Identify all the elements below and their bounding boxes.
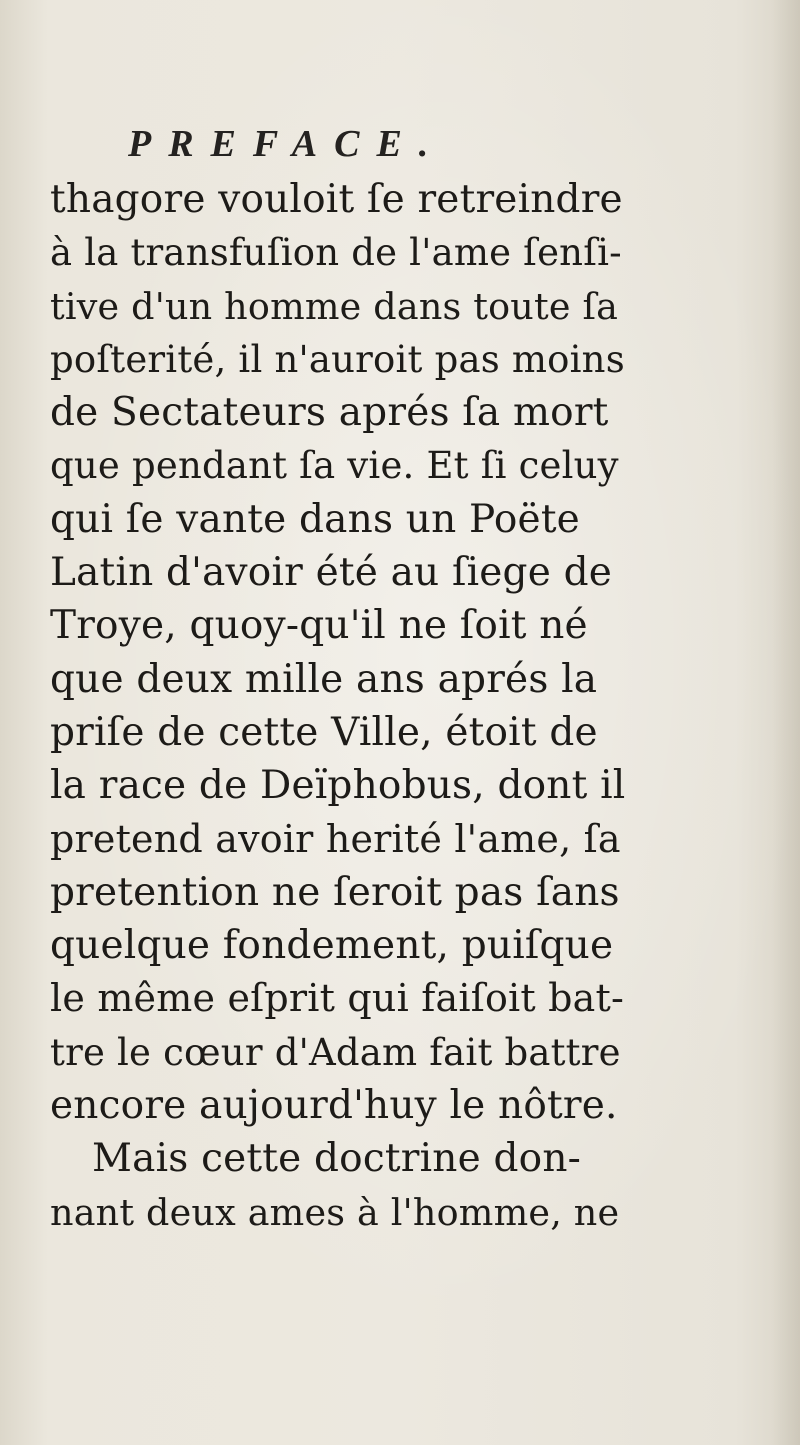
text-line: Troye, quoy-qu'il ne ſoit né	[50, 603, 588, 649]
page-edge-shadow	[772, 0, 800, 1445]
text-line: tre le cœur d'Adam fait battre	[50, 1030, 621, 1074]
text-line: priſe de cette Ville, étoit de	[50, 709, 598, 755]
text-line: quelque fondement, puiſque	[50, 923, 614, 969]
text-line: à la transfuſion de l'ame ſenſi-	[50, 231, 622, 275]
text-line: encore aujourd'huy le nôtre.	[50, 1083, 618, 1129]
text-line: tive d'un homme dans toute ſa	[50, 284, 619, 328]
text-line: le même eſprit qui faiſoit bat-	[50, 976, 625, 1021]
text-line: poſterité, il n'auroit pas moins	[50, 337, 625, 381]
text-line: Latin d'avoir été au ſiege de	[50, 550, 613, 596]
text-line: pretend avoir herité l'ame, ſa	[50, 816, 621, 861]
body-text	[50, 173, 626, 1239]
text-line: thagore vouloit ſe retreindre	[50, 177, 623, 222]
text-line: de Sectateurs aprés ſa mort	[50, 390, 609, 436]
text-line: que pendant ſa vie. Et ſi celuy	[50, 444, 619, 488]
paragraph-start-line: Mais cette doctrine don-	[92, 1136, 582, 1182]
text-line: la race de Deïphobus, dont il	[50, 763, 626, 809]
text-line: que deux mille ans aprés la	[50, 656, 598, 702]
text-line: nant deux ames à l'homme, ne	[50, 1190, 620, 1234]
running-head: PREFACE.	[128, 123, 446, 165]
text-line: qui ſe vante dans un Poëte	[50, 496, 580, 542]
text-line: pretention ne ſeroit pas ſans	[50, 869, 620, 915]
